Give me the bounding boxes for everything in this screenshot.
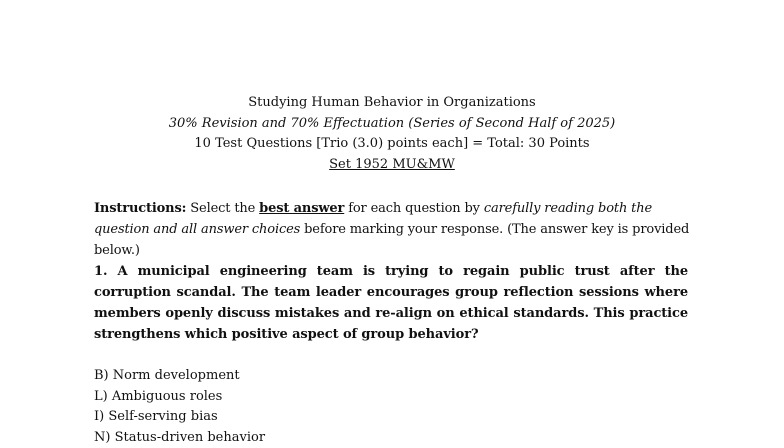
points-line: 10 Test Questions [Trio (3.0) points each] = Total: 30 Points (0, 134, 784, 155)
choice-b: B) Norm development (94, 366, 265, 387)
answer-choices (94, 366, 265, 448)
choice-i: I) Self-serving bias (94, 407, 265, 428)
choice-l: L) Ambiguous roles (94, 387, 265, 408)
choice-n: N) Status-driven behavior (94, 428, 265, 448)
instructions-text-2: for each question by (344, 201, 484, 216)
question-text: A municipal engineering team is trying to regain public trust after the corruption scandal. The team leader encourages group reflection sessions where members openly discuss mistakes and re-align on ethical standards. This practice strengthens which positive aspect of group behavior? (94, 264, 688, 342)
document-subtitle: 30% Revision and 70% Effectuation (Series of Second Half of 2025) (0, 114, 784, 135)
question-number: 1. (94, 264, 107, 279)
instructions-label: Instructions: (94, 201, 186, 216)
instructions-text-1: Select the (186, 201, 259, 216)
document-header (0, 93, 784, 175)
document-title: Studying Human Behavior in Organizations (0, 93, 784, 114)
set-label: Set 1952 MU&MW (329, 157, 455, 172)
instructions-text-3: before marking your response. (The answer key is provided below.) (94, 222, 689, 258)
best-answer-emphasis: best answer (259, 201, 344, 216)
instructions-italic: carefully reading both the question and all answer choices (94, 201, 652, 237)
question-1 (94, 261, 688, 345)
instructions-paragraph (94, 198, 690, 261)
